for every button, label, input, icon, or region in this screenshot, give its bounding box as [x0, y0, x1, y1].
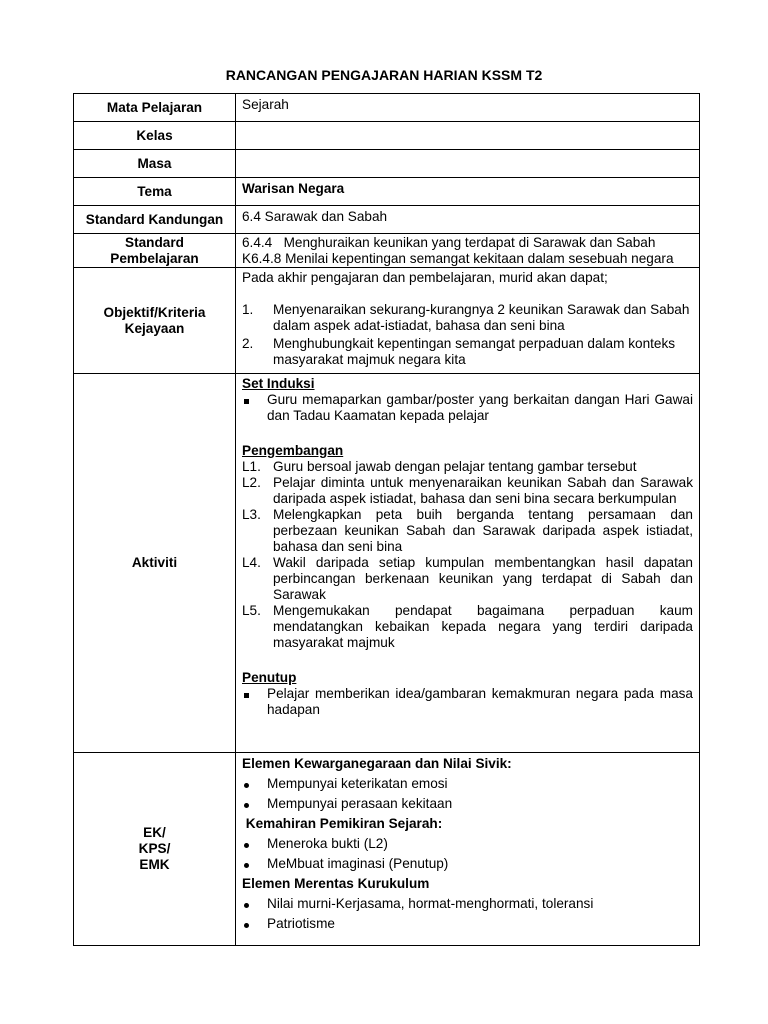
item-text: Meneroka bukti (L2)	[267, 836, 388, 851]
objektif-item	[242, 336, 693, 368]
pengembangan-item	[242, 459, 693, 475]
round-bullet-icon	[244, 795, 249, 812]
item-number: 2.	[242, 336, 254, 351]
pengembangan-heading: Pengembangan	[242, 443, 344, 458]
item-text: Nilai murni-Kerjasama, hormat-menghormati, toleransi	[267, 896, 594, 911]
row-masa	[74, 150, 700, 178]
round-bullet-icon	[244, 855, 249, 872]
emk-heading: Elemen Merentas Kurukulum	[242, 876, 430, 891]
document-title: RANCANGAN PENGAJARAN HARIAN KSSM T2	[225, 67, 543, 83]
pengembangan-item	[242, 555, 693, 603]
value-kelas	[236, 122, 700, 150]
value-objektif	[236, 268, 700, 374]
round-bullet-icon	[244, 895, 249, 912]
item-text: Pelajar memberikan idea/gambaran kemakmuran negara pada masa hadapan	[267, 686, 693, 717]
emk-item	[242, 895, 693, 912]
label-line: Objektif/Kriteria	[103, 304, 206, 320]
item-number: L4.	[242, 555, 261, 570]
value-standard-pembelajaran	[236, 234, 700, 268]
standard-item: K6.4.8 Menilai kepentingan semangat kekitaan dalam sesebuah negara	[242, 251, 674, 266]
objektif-intro: Pada akhir pengajaran dan pembelajaran, murid akan dapat;	[242, 270, 608, 285]
value-aktiviti	[236, 374, 700, 753]
pengembangan-item	[242, 475, 693, 507]
item-text: Pelajar diminta untuk menyenaraikan keunikan Sabah dan Sarawak daripada aspek istiadat, bahasa dan seni bina secara berkumpulan	[273, 475, 693, 506]
set-induksi-heading: Set Induksi	[242, 376, 315, 391]
row-mata-pelajaran	[74, 94, 700, 122]
label-objektif	[74, 268, 236, 374]
label-line: Standard	[125, 234, 184, 250]
ek-item	[242, 795, 693, 812]
penutup-heading: Penutup	[242, 670, 297, 685]
item-text: Guru memaparkan gambar/poster yang berkaitan dangan Hari Gawai dan Tadau Kaamatan kepada pelajar	[267, 392, 693, 423]
row-kelas	[74, 122, 700, 150]
item-text: Mengemukakan pendapat bagaimana perpaduan kaum mendatangkan kebaikan kepada negara yang terdiri daripada masyarakat majmuk	[273, 603, 693, 650]
item-text: Wakil daripada setiap kumpulan membentangkan hasil dapatan perbincangan berkenaan keunikan yang terdapat di Sabah dan Sarawak	[273, 555, 693, 602]
label-kelas: Kelas	[74, 122, 236, 150]
pengembangan-item	[242, 507, 693, 555]
round-bullet-icon	[244, 915, 249, 932]
item-text: Mempunyai keterikatan emosi	[267, 776, 448, 791]
round-bullet-icon	[244, 775, 249, 792]
row-standard-pembelajaran	[74, 234, 700, 268]
label-line: EK/	[143, 825, 166, 840]
row-tema	[74, 178, 700, 206]
item-text: MeMbuat imaginasi (Penutup)	[267, 856, 449, 871]
value-masa	[236, 150, 700, 178]
round-bullet-icon	[244, 835, 249, 852]
item-text: Menghubungkait kepentingan semangat perpaduan dalam konteks masyarakat majmuk negara kita	[273, 336, 676, 367]
objektif-item	[242, 302, 693, 334]
item-number: L3.	[242, 507, 261, 522]
label-line: Pembelajaran	[110, 250, 199, 266]
label-masa: Masa	[74, 150, 236, 178]
value-mata-pelajaran: Sejarah	[236, 94, 700, 122]
item-text: Guru bersoal jawab dengan pelajar tentang gambar tersebut	[273, 459, 637, 474]
square-bullet-icon	[244, 686, 249, 702]
value-tema: Warisan Negara	[236, 178, 700, 206]
emk-item	[242, 915, 693, 932]
label-standard-kandungan: Standard Kandungan	[74, 206, 236, 234]
penutup-item	[242, 686, 693, 718]
value-standard-kandungan: 6.4 Sarawak dan Sabah	[236, 206, 700, 234]
value-ek-kps-emk	[236, 753, 700, 946]
item-number: L5.	[242, 603, 261, 618]
item-number: 1.	[242, 302, 254, 317]
item-text: Mempunyai perasaan kekitaan	[267, 796, 453, 811]
item-number: L1.	[242, 459, 261, 474]
item-text: Menyenaraikan sekurang-kurangnya 2 keunikan Sarawak dan Sabah dalam aspek adat-istiadat, bahasa dan seni bina	[273, 302, 690, 333]
label-line: KPS/	[138, 841, 171, 856]
ek-heading: Elemen Kewarganegaraan dan Nilai Sivik:	[242, 756, 512, 771]
item-number: L2.	[242, 475, 261, 490]
square-bullet-icon	[244, 392, 249, 408]
row-standard-kandungan	[74, 206, 700, 234]
label-standard-pembelajaran	[74, 234, 236, 268]
kps-item	[242, 855, 693, 872]
kps-heading: Kemahiran Pemikiran Sejarah:	[242, 816, 443, 831]
row-ek-kps-emk	[74, 753, 700, 946]
pengembangan-item	[242, 603, 693, 651]
item-text: Melengkapkan peta buih berganda tentang persamaan dan perbezaan keunikan Sabah dan Sarawak daripada aspek istiadat, bahasa dan seni bina	[273, 507, 693, 554]
label-aktiviti: Aktiviti	[74, 374, 236, 753]
row-objektif	[74, 268, 700, 374]
ek-item	[242, 775, 693, 792]
standard-item: 6.4.4 Menghuraikan keunikan yang terdapat di Sarawak dan Sabah	[242, 235, 656, 250]
label-ek-kps-emk	[74, 753, 236, 946]
set-induksi-item	[242, 392, 693, 424]
label-mata-pelajaran: Mata Pelajaran	[74, 94, 236, 122]
label-line: EMK	[139, 857, 170, 872]
label-tema: Tema	[74, 178, 236, 206]
row-aktiviti	[74, 374, 700, 753]
label-line: Kejayaan	[124, 320, 185, 336]
item-text: Patriotisme	[267, 916, 335, 931]
lesson-plan-table	[73, 93, 700, 946]
kps-item	[242, 835, 693, 852]
